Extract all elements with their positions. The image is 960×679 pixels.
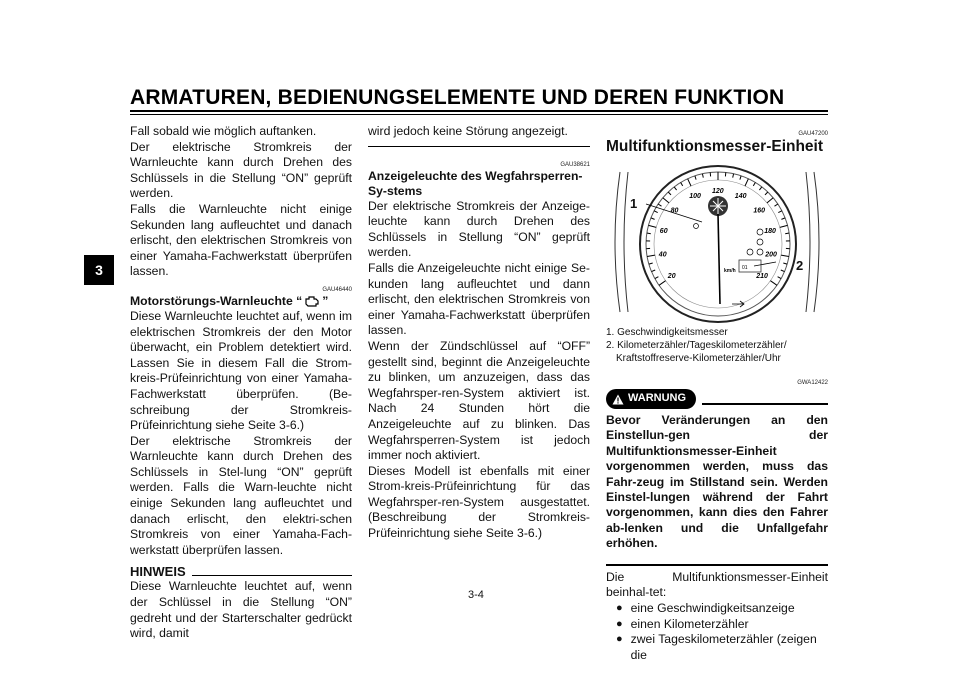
gauge-scale-label: 160 xyxy=(753,207,766,215)
bullet-icon: ● xyxy=(616,617,623,630)
gauge-scale-label: 80 xyxy=(670,207,679,215)
list-item-text: eine Geschwindigkeitsanzeige xyxy=(630,601,795,616)
gauge-scale-label: 200 xyxy=(765,251,777,259)
gauge-tick xyxy=(778,277,782,279)
gauge-tick xyxy=(647,255,655,256)
note-rule xyxy=(192,575,352,576)
gauge-tick xyxy=(655,277,659,279)
gauge-tick xyxy=(659,281,666,286)
gauge-tick xyxy=(658,204,661,206)
gauge-scale-label: 60 xyxy=(659,228,668,235)
gauge-tick xyxy=(649,263,653,264)
warning-header xyxy=(606,389,828,409)
gauge-tick xyxy=(753,182,755,186)
gauge-scale-label: 20 xyxy=(667,273,676,280)
warning-label: WARNUNG xyxy=(628,392,687,405)
gauge-tick xyxy=(702,174,703,178)
paragraph: Diese Warnleuchte leuchtet auf, wenn im elektrischen Stromkreis der den Motor überwacht, ein Problem detektiert wird. Lassen Sie in diesem Fall die Strom-kreis-Prüfeinrichtung von einer Yamaha-Fachwerkstatt überprüfen. (Be-schreibung der Stromkreis-Prüfeinrichtung siehe Seite 3-6.) xyxy=(130,308,352,433)
gauge-tick xyxy=(647,233,651,234)
gauge-tick xyxy=(783,263,787,264)
warning-badge xyxy=(606,389,696,409)
paragraph: Die Multifunktionsmesser-Einheit beinhal-tet: xyxy=(606,569,828,600)
gauge-tick xyxy=(785,233,789,234)
heading-text-end: ” xyxy=(322,293,329,308)
gauge-tick xyxy=(778,211,782,213)
gauge-tick xyxy=(775,204,778,206)
paragraph: Fall sobald wie möglich auftanken. xyxy=(130,124,317,138)
gauge-tick xyxy=(649,225,657,227)
gauge-tick xyxy=(781,270,785,272)
speed-unit: km/h xyxy=(724,268,736,274)
gauge-tick xyxy=(745,179,748,186)
gauge-tick xyxy=(781,255,789,256)
paragraph: Der elektrische Stromkreis der Anzeige-leuchte kann durch Drehen des Schlüssels in Stellung “ON” geprüft werden. xyxy=(368,198,590,260)
legend-item: 1. Geschwindigkeitsmesser xyxy=(606,327,728,338)
section-heading-engine-warning xyxy=(130,294,352,309)
list-item xyxy=(606,617,828,633)
page-number: 3-4 xyxy=(468,589,484,601)
paragraph: wird jedoch keine Störung angezeigt. xyxy=(368,124,568,138)
gauge-tick xyxy=(765,192,768,195)
odometer-display: 01 xyxy=(742,265,748,271)
callout-2: 2 xyxy=(796,258,804,273)
gauge-tick xyxy=(654,211,658,213)
column-1 xyxy=(130,124,352,642)
section-heading-immobilizer: Anzeigeleuchte des Wegfahrsperren-Sy-stems xyxy=(368,168,583,198)
gauge-scale-label: 120 xyxy=(712,188,724,195)
gauge-tick xyxy=(668,192,671,195)
legend-item: 2. Kilometerzähler/Tageskilometerzähler/ Kraftstoffreserve-Kilometerzähler/Uhr xyxy=(606,340,787,364)
gauge-tick xyxy=(681,182,683,186)
header-rule xyxy=(130,110,828,112)
gauge-tick xyxy=(740,176,741,180)
meter-figure xyxy=(606,162,828,324)
section-code: GAU38621 xyxy=(560,161,590,168)
gauge-scale-label: 100 xyxy=(689,193,701,201)
gauge-tick xyxy=(651,218,655,220)
gauge-tick xyxy=(780,225,788,227)
gauge-tick xyxy=(759,187,761,190)
figure-legend xyxy=(606,326,828,365)
warning-code: GWA12422 xyxy=(797,380,828,386)
note-header xyxy=(130,564,352,579)
chapter-tab: 3 xyxy=(84,255,114,285)
section-heading-multifunction-meter: Multifunktionsmesser-Einheit xyxy=(606,138,824,155)
note-text: Diese Warnleuchte leuchtet auf, wenn der Schlüssel in die Stellung “ON” gedreht und der Starterschalter gedrückt wird, damit xyxy=(130,579,352,641)
section-code: GAU47200 xyxy=(798,131,828,137)
paragraph: Falls die Warnleuchte nicht einige Sekunden lang aufleuchtet und danach erlischt, den elektrischen Stromkreis von einer Yamaha-Fachwerkstatt überprüfen lassen. xyxy=(130,201,352,279)
paragraph: Wenn der Zündschlüssel auf “OFF” gestellt sind, beginnt die Anzeigeleuchte zu blinken, um anzuzeigen, dass das Wegfahrsper-ren-System aktiviert ist. Nach 24 Stunden hört die Anzeigeleuchte auf zu blinken. Das Wegfahrsperren-System ist jedoch immer noch aktiviert. xyxy=(368,338,590,463)
gauge-tick xyxy=(781,218,785,220)
column-3 xyxy=(606,124,828,663)
paragraph: Der elektrische Stromkreis der Warnleuchte kann durch Drehen des Schlüssels in die Stellung “ON” geprüft werden. xyxy=(130,139,352,201)
gauge-scale-label: 210 xyxy=(756,273,768,280)
note-label: HINWEIS xyxy=(130,564,186,580)
warning-rule xyxy=(702,403,828,405)
paragraph: Dieses Modell ist ebenfalls mit einer Strom-kreis-Prüfeinrichtung für das Wegfahrsper-ren-System ausgestattet. (Beschreibung der Stromkreis-Prüfeinrichtung siehe Seite 3-6.) xyxy=(368,463,590,541)
warning-text: Bevor Veränderungen an den Einstellun-gen der Multifunktionsmesser-Einheit vorgenommen werden, muss das Fahr-zeug im Stillstand sein. Werden Einstel-lungen während der Fahrt vorgenommen, kann dies den Fahrer ab-lenken und die Unfallgefahr erhöhen. xyxy=(606,413,828,551)
list-item-text: zwei Tageskilometerzähler (zeigen die xyxy=(630,632,817,662)
list-item-text: einen Kilometerzähler xyxy=(630,616,749,631)
warning-end-rule xyxy=(606,564,828,566)
gauge-tick xyxy=(688,179,691,186)
gauge-scale-label: 180 xyxy=(764,228,776,235)
section-code: GAU46440 xyxy=(322,286,352,293)
heading-text: Motorstörungs-Warnleuchte “ xyxy=(130,293,303,308)
note-end-rule xyxy=(368,146,590,147)
gauge-tick xyxy=(770,281,777,286)
bullet-icon: ● xyxy=(616,633,623,646)
engine-icon xyxy=(304,296,320,307)
bullet-icon: ● xyxy=(616,602,623,615)
paragraph: Der elektrische Stromkreis der Warnleuchte kann durch Drehen des Schlüssels in Stel-lung “ON” geprüft werden. Falls die Warn-leuchte nicht einige Sekunden lang aufleuchtet und danach erlischt, den elektri-schen Stromkreis von einer Yamaha-Fach-werkstatt überprüfen lassen. xyxy=(130,433,352,557)
list-item xyxy=(606,601,828,617)
column-2 xyxy=(368,124,590,542)
paragraph: Falls die Anzeigeleuchte nicht einige Se-kunden lang aufleuchtet und dann erlischt, den elektrischen Stromkreis von einer Yamaha-Fachwerkstatt überprüfen lassen. xyxy=(368,260,590,338)
page-header-title: ARMATUREN, BEDIENUNGSELEMENTE UND DEREN FUNKTION xyxy=(130,86,785,109)
gauge-tick xyxy=(733,174,734,178)
warning-triangle-icon xyxy=(612,394,624,405)
speedometer-illustration xyxy=(606,162,828,324)
header-rule-thin xyxy=(130,114,828,115)
gauge-scale-label: 40 xyxy=(658,251,667,259)
gauge-tick xyxy=(695,176,696,180)
list-item xyxy=(606,632,828,663)
gauge-tick xyxy=(663,198,669,203)
gauge-scale-label: 140 xyxy=(734,193,747,201)
gauge-tick xyxy=(674,187,676,190)
gauge-tick xyxy=(652,270,656,272)
callout-1: 1 xyxy=(630,196,638,211)
gauge-tick xyxy=(767,198,773,203)
